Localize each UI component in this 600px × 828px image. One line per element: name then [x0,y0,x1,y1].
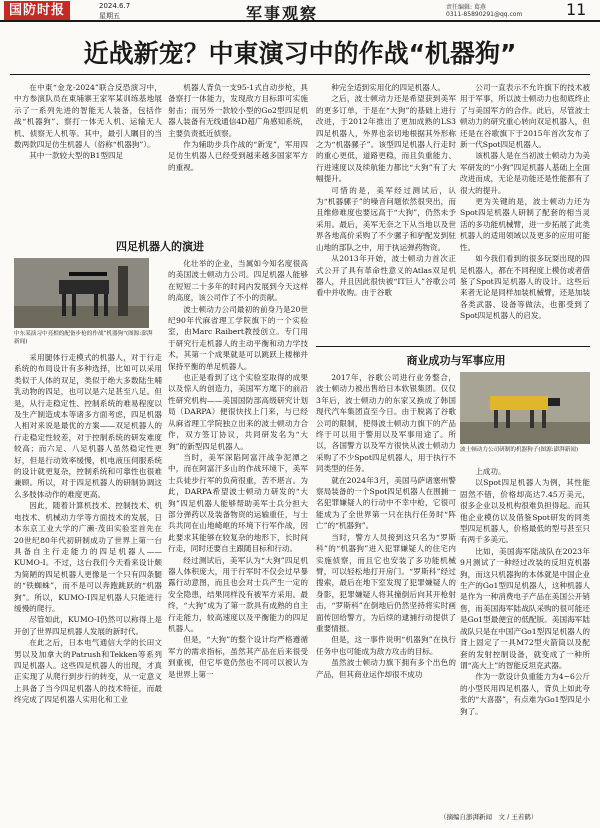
paragraph: 虽然波士顿动力旗下拥有多个出色的产品，但其商业运作却很不成功 [316,658,456,679]
spot-robot-dog-image [460,372,590,444]
paragraph: 尽管如此，KUMO-I仍然可以称得上是开创了世界四足机器人发展的新时代。 [14,615,162,636]
photo2-caption: 波士顿动力公司研制的机器狗子(图源:澎湃新闻) [460,447,579,453]
issue-date: 2024.6.7 [99,2,131,10]
paragraph: 化壮举的企业，当属如今知名度很高的美国波士顿动力公司。四足机器人能够在短短二十多年的时间内发展到今天这样的高度，该公司作了不小的贡献。 [168,259,308,303]
section-rule [316,346,590,347]
paragraph: 上成功。 [475,467,506,476]
paragraph: 在中東“金龙-2024”联合反恐演习中，中方参演队员在東埔寨王家军某训练基地展示了一系列先进的智能无人装备，包括作战“机器狗”、察打一体无人机、运输无人机、侦察无人机等。其中，最引人瞩目的当数两款四足仿生机器人（俗称“机器狗”）。 [14,83,162,150]
page-number: 11 [566,0,587,19]
paragraph: 可惜的是，美军经过测试后，认为“机器骡子”的噪音问题依然很突出，而且维修难度也要远高于“大狗”，仍然未予采用。最后，美军无奈之下从当地以及世界各地高价采购了不少骡子和驴配发到驻山地的部队之中，用于执运弹药物资。 [316,185,456,252]
paragraph: 就在2024年3月，美国马萨诸塞州警察局装备的一个Spot四足机器人在围捕一名犯罪嫌疑人的行动中不幸中枪，它很可能成为了全世界第一只在执行任务时“阵亡”的“机器狗”。 [316,475,456,531]
editor-contact: 0311-85890291@qq.com [446,11,523,18]
paragraph: 采用腿体行走模式的机器人，对于行走系统的布局设计有多种选择，比如可以采用类似于人体的双足，类似于绝大多数陆生哺乳动物的四足，也可以是六足甚至八足。但是，从行走稳定性、控制系统的难易程度以及生产制造成本等诸多方面考虑，四足机器人相对来说是最优的方案——双足机器人的行走稳定性较差，对于控制系统的研发难度较高；而六足、八足机器人虽然稳定性更好，但是行动效率缓慢，机电液压伺服系统的设计就更复杂，控制系统和可靠性也很难兼顾。所以，对于四足机器人的研制协调这么多肢体动作的难度更高。 [14,353,162,499]
column-3-bottom [316,372,456,810]
paragraph: 波士顿动力公司最初的前身乃是20世纪90年代麻省理工学院旗下的一个实验室，由Marc Raibert教授创立。专门用于研究行走机器人的主动平衡和动力学技术，其第一个成果就是可以跳跃上楼梯并保持平衡的单足机器人。 [168,304,308,371]
paragraph: 当时，警方人员接到这只名为“罗斯科”的“机器狗”进入犯罪嫌疑人的住宅内实施侦察，而且它也安装了多功能机械臂，可以轻松地打开房门。“罗斯科”经过搜索，最后在地下室发现了犯罪嫌疑人的身影，犯罪嫌疑人将其撞倒后向其开枪射击，“罗斯科”在倒地后仍然坚持将实时画面传回给警方，为后续的逮捕行动提供了重要情报。 [316,532,456,633]
subhead-evolution: 四足机器人的演进 [116,240,204,253]
paragraph: 经过测试后，美军认为“大狗”四足机器人体积庞大，用于行军时不仅会过早暴露行动意图，而且也会对士兵产生一定的安全隐患，结果同样没有被军方采用。最终，“大狗”成为了第一款具有成熟的自主行走能力，较高速度以及平衡能力的四足机器人。 [168,555,308,633]
column-2-top [168,82,308,232]
paragraph: 其中一款较大型的B1型四足 [29,151,124,161]
paragraph: 该机器人是在当初波士顿动力为美军研发的“小狗”四足机器人基础上全面改进而成，无论是功能还是性能都有了很大的提升。 [460,151,590,195]
paragraph: 机器人背负一支95-1式自动步枪，具备察打一体能力，发现敌方目标即可实施射击；而另外一款较小型的Go2型四足机器人装备有无线通信4D超广角感知系统，主要负责抵近侦察。 [168,83,308,138]
subhead-success: 商业成功与军事应用 [406,354,506,367]
photo-spot-robot-dog [460,372,590,444]
photo1-caption: 中东某演习中亮相的配备步枪的作战“机器狗”(图源:澎湃新闻) [14,331,153,345]
photo-armed-robot-dog [14,258,149,328]
paragraph: 也正是看到了这个实验室取得的成果以及惊人的创造力，美国军方麾下的前沿性研究机构——美国国防部高级研究计划局（DARPA）便很快找上门来，与已经从麻省理工学院独立出来的波士顿动力合作，双方签订协议，共同研发名为“大狗”的新型四足机器人。 [168,373,308,451]
column-4-bottom [460,466,590,810]
section-title: 军事观察 [246,4,319,23]
column-1-bottom [14,352,162,810]
article-credit: （摘编自澎湃新闻 文 / 王若鹤） [440,813,538,821]
paragraph: 从2013年开始，波士顿动力首次正式公开了具有革命性意义的Atlas双足机器人，并且因此很快被“IT巨人”谷歌公司看中并收购。由于谷歌 [316,254,456,298]
paragraph: 但是，这一事件说明“机器狗”在执行任务中也可能成为敌方攻击的目标。 [316,635,456,656]
column-1-top [14,82,162,232]
paragraph: 更为关键的是，波士顿动力还为Spot四足机器人研制了配套的相当灵活的多功能机械臂，进一步拓展了此类机器人的适用领域以及更多的应用可能性。 [460,197,590,252]
paragraph: 在此之后，日本电气通信大学的长田文男以及加拿大的Patrush和Tekken等系列四足机器人。这些四足机器人的出现，才真正实现了从爬行到步行的转变，从一定意义上具备了当今四足机器人的技术特征，而最终完成了四足机器人实用化和工业 [14,638,162,705]
paragraph: 2017年，谷歌公司进行业务整合，波士顿动力被出售给日本软银集团。仅仅3年后，波士顿动力的东家又换成了韩国现代汽车集团直至今日。由于脱离了谷歌公司的限制，使得波士顿动力旗下的产品终于可以用于警用以及军事用途了。所以，各国警方以及军方很快从波士顿动力采购了不少Spot四足机器人，用于执行不同类型的任务。 [316,373,456,474]
armed-robot-dog-image [14,258,149,328]
editor-credit: 责任编辑: 葛燕 [446,4,486,11]
paragraph: 之后，波士顿动力还是希望获到美军的更多订单，于是在“大狗”的基础上进行改进，于2012年推出了更加成熟的LS3四足机器人，外界也亲切地根据其外形称之为“机器骡子”。该型四足机器人行走时的重心更低，道路更稳，而且负重能力、行进速度以及续航能力都比“大狗”有了大幅提升。 [316,94,456,184]
issue-weekday: 星期五 [99,12,120,20]
column-3-top [316,82,456,342]
paragraph: 种完全适到实用化的四足机器人。 [331,83,446,92]
paragraph: 公司一直表示不允许旗下的技术被用于军事，所以波士顿动力也彻底终止了与美国军方的合作。此后，尽管波士顿动力的研究重心转向双足机器人，但还是在谷歌旗下于2015年首次发布了新一代Spot四足机器人。 [460,83,590,150]
paragraph: 比如，美国海军陆战队在2023年9月测试了一种经过改装的反坦克机器狗，而这只机器狗的本体就是中国企业生产的Go1型四足机器人，这种机器人是作为一种消费电子产品在美国公开销售，而美国海军陆战队采购的很可能还是Go1型最便宜的低配版。美国海军陆战队只是在中国产Go1型四足机器人的背上固定了一具M72型火箭筒以及配套的发射控制设备，就变成了一种所谓“高大上”的智能反坦克武器。 [460,546,590,670]
paragraph: 作为辅助步兵作战的“新宠”，军用四足仿生机器人已经受到越来越多国家军方的重视。 [168,140,308,172]
newspaper-logo: 国防时报 [4,1,70,20]
column-4-top [460,82,590,342]
paragraph: 因此，随着计算机技术、控制技术、机电技术、机械动力学等方面技术的发展，日本东京工业大学的广濑·茂田实验室首先在20世纪80年代初研制成功了世界上第一台具备自主行走能力的四足机器人——KUMO-I。不过，这台我们今天看来设计颇为简陋的四足机器人更像是一个只有四条腿的“铁蜘蛛”，而不是可以奔跑跳跃的“机器狗”。所以，KUMO-I四足机器人只能进行缓慢的爬行。 [14,501,162,613]
masthead [0,0,600,22]
article-headline: 近战新宠？中東演习中的作战“机器狗” [83,39,517,68]
paragraph: 但是，“大狗”的整个设计均严格遵循军方的需求指标，虽然其产品在后来很受到重视，但它毕竟仍然也不同可以被认为是世界上第一 [168,635,308,679]
paragraph: 以Spot四足机器人为例，其性能固然不错，价格却高达7.45万美元，很多企业以及机构很难负担得起。而其他企业模仿以及借鉴Spot研发的同类型四足机器人，价格最低的型号甚至只有两千多美元。 [460,478,590,545]
paragraph: 作为一款设计负重能力为4~6公斤的小型民用四足机器人，背负上如此夸张的“大喜器”，有点难为Go1型四足小狗了。 [460,672,590,716]
paragraph: 如今我们看到的很多玩耍出现的四足机器人，都在不同程度上模仿或者借鉴了Spot四足机器人的设计。这些后来者无论是同样加装机械臂，还是加装各类武器、设备等做法，也都受到了Spot四足机器人的启发。 [460,254,590,321]
headline-rule [10,74,590,75]
column-2-bottom [168,258,308,810]
paragraph: 当时，美军深陷阿富汗战争泥潭之中，而在阿富汗多山的作战环境下，美军士兵徒步行军的负荷很重，苦不堪言。为此，DARPA希望波士顿动力研发的“大狗”四足机器人能够帮助美军士兵分担大部分弹药以及装备物资的运输重任，与士兵共同在山地崎岖的环境下行军作战，因此要求其能够在较复杂的地形下，长时间行走，同时还要自主跟随目标和行动。 [168,452,308,554]
